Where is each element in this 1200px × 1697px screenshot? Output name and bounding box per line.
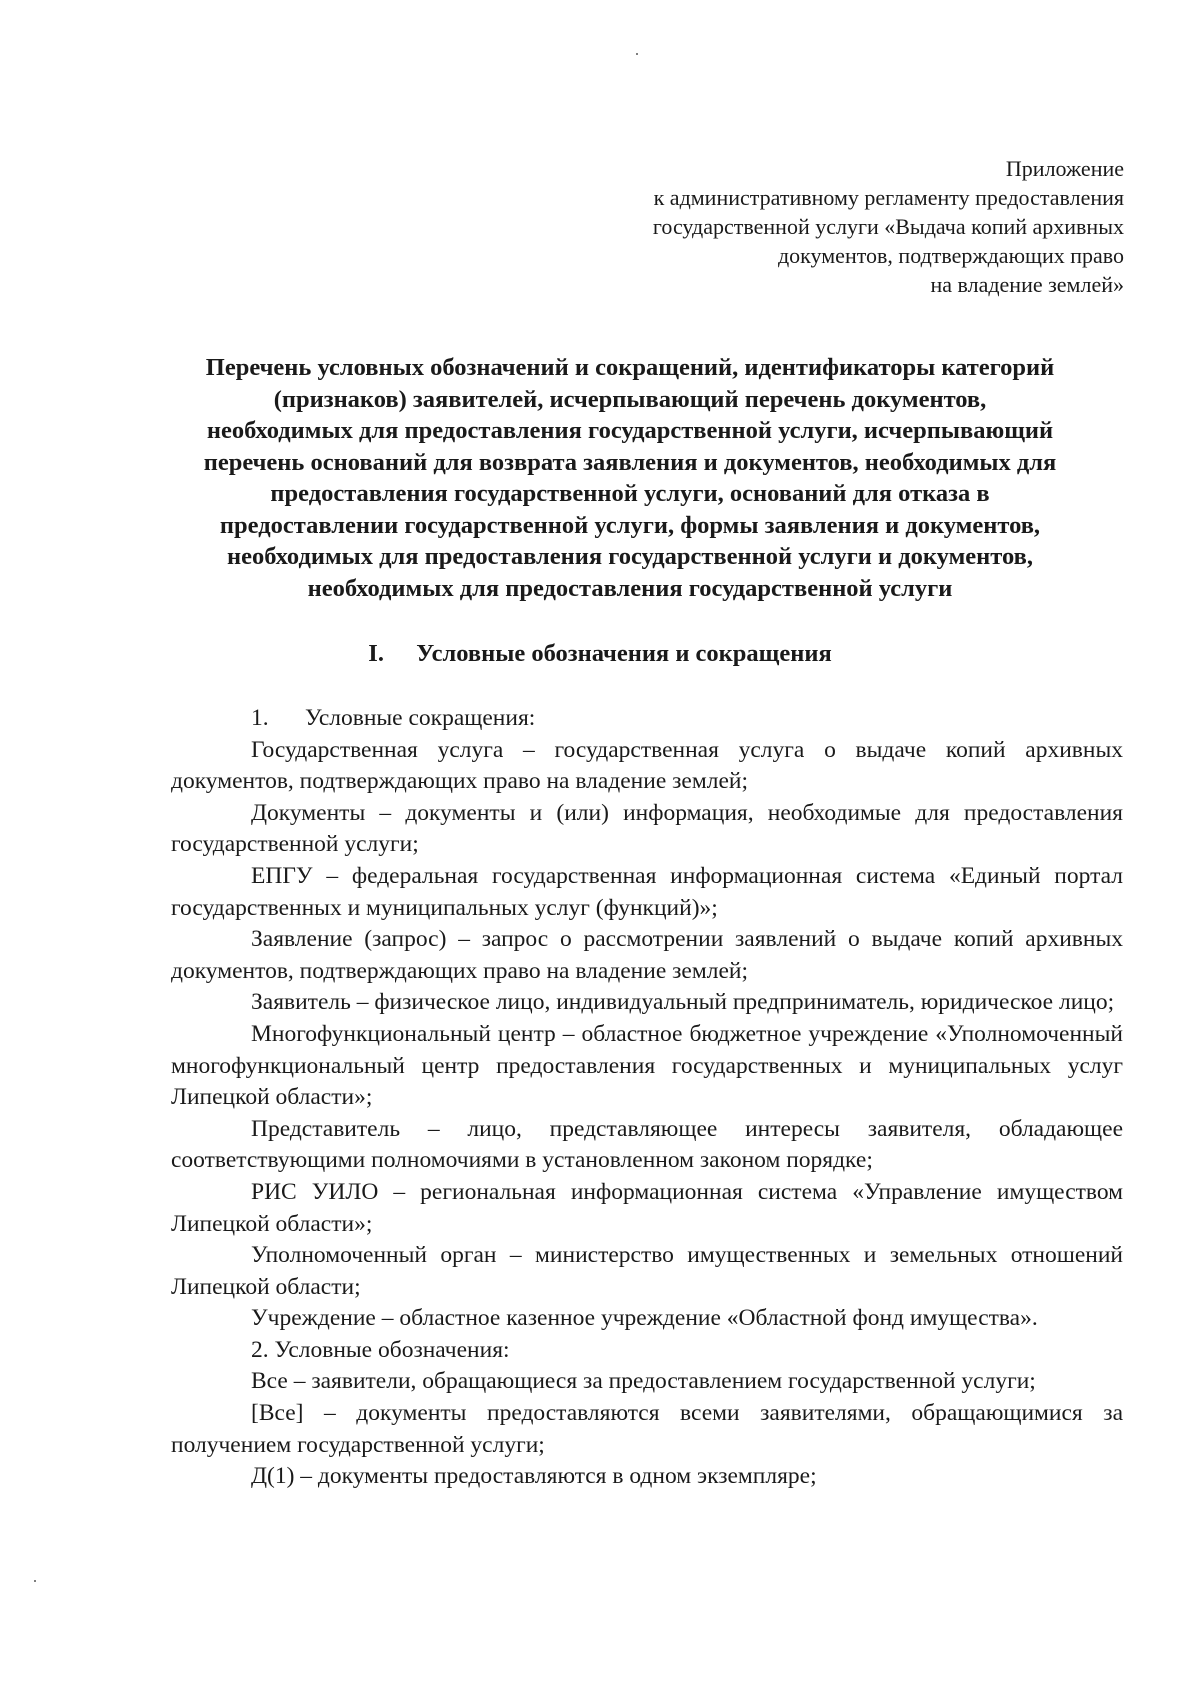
title-line: необходимых для предоставления государственной услуги <box>307 574 953 602</box>
section-title: Условные обозначения и сокращения <box>416 640 832 667</box>
scan-speck <box>34 1580 36 1582</box>
title-line: предоставлении государственной услуги, формы заявления и документов, <box>219 511 1041 539</box>
appendix-line: государственной услуги «Выдача копий архивных <box>652 214 1124 239</box>
designations-heading: 2. Условные обозначения: <box>251 1336 510 1363</box>
scan-speck <box>636 53 638 55</box>
section-number: I. <box>368 640 384 667</box>
abbreviation-item: Представитель – лицо, представляющее интересы заявителя, обладающее соответствующими полномочиями в установленном законом порядке; <box>171 1115 1123 1174</box>
abbreviation-item: Многофункциональный центр – областное бюджетное учреждение «Уполномоченный многофункциональный центр предоставления государственных и муниципальных услуг Липецкой области»; <box>171 1020 1123 1111</box>
designation-item: Все – заявители, обращающиеся за предоставлением государственной услуги; <box>251 1368 1036 1395</box>
title-line: перечень оснований для возврата заявления и документов, необходимых для <box>203 448 1057 476</box>
appendix-line: к административному регламенту предоставления <box>653 185 1124 210</box>
abbreviation-item: ЕПГУ – федеральная государственная информационная система «Единый портал государственных и муниципальных услуг (функций)»; <box>171 862 1123 921</box>
abbreviation-item: Заявитель – физическое лицо, индивидуальный предприниматель, юридическое лицо; <box>251 989 1115 1016</box>
appendix-line: на владение землей» <box>930 272 1124 297</box>
appendix-note <box>504 154 1124 299</box>
abbreviation-item: Уполномоченный орган – министерство имущественных и земельных отношений Липецкой области; <box>171 1242 1123 1300</box>
abbreviation-item: Заявление (запрос) – запрос о рассмотрении заявлений о выдаче копий архивных документов, подтверждающих право на владение землей; <box>171 926 1123 984</box>
list-number: 1. <box>251 705 269 731</box>
title-line: предоставления государственной услуги, оснований для отказа в <box>270 480 990 507</box>
document-title <box>150 352 1110 604</box>
appendix-line: документов, подтверждающих право <box>777 243 1124 268</box>
designation-item: Д(1) – документы предоставляются в одном экземпляре; <box>251 1463 817 1490</box>
abbreviation-item: РИС УИЛО – региональная информационная система «Управление имуществом Липецкой области»; <box>171 1178 1123 1237</box>
title-line: Перечень условных обозначений и сокращений, идентификаторы категорий <box>205 354 1055 381</box>
title-line: (признаков) заявителей, исчерпывающий перечень документов, <box>273 385 987 413</box>
appendix-line: Приложение <box>1005 156 1124 181</box>
abbreviation-item: Документы – документы и (или) информация, необходимые для предоставления государственной услуги; <box>171 799 1123 858</box>
document-body <box>171 703 1123 1493</box>
section-heading <box>0 638 1200 670</box>
designation-item: [Все] – документы предоставляются всеми заявителями, обращающимися за получением государственной услуги; <box>171 1400 1123 1458</box>
abbreviation-item: Государственная услуга – государственная услуга о выдаче копий архивных документов, подтверждающих право на владение землей; <box>171 736 1123 795</box>
list-heading-text: Условные сокращения: <box>305 705 536 731</box>
abbreviations-heading <box>171 703 1123 735</box>
abbreviation-item: Учреждение – областное казенное учреждение «Областной фонд имущества». <box>251 1305 1038 1332</box>
title-line: необходимых для предоставления государственной услуги и документов, <box>227 543 1033 570</box>
title-line: необходимых для предоставления государственной услуги, исчерпывающий <box>206 417 1054 444</box>
